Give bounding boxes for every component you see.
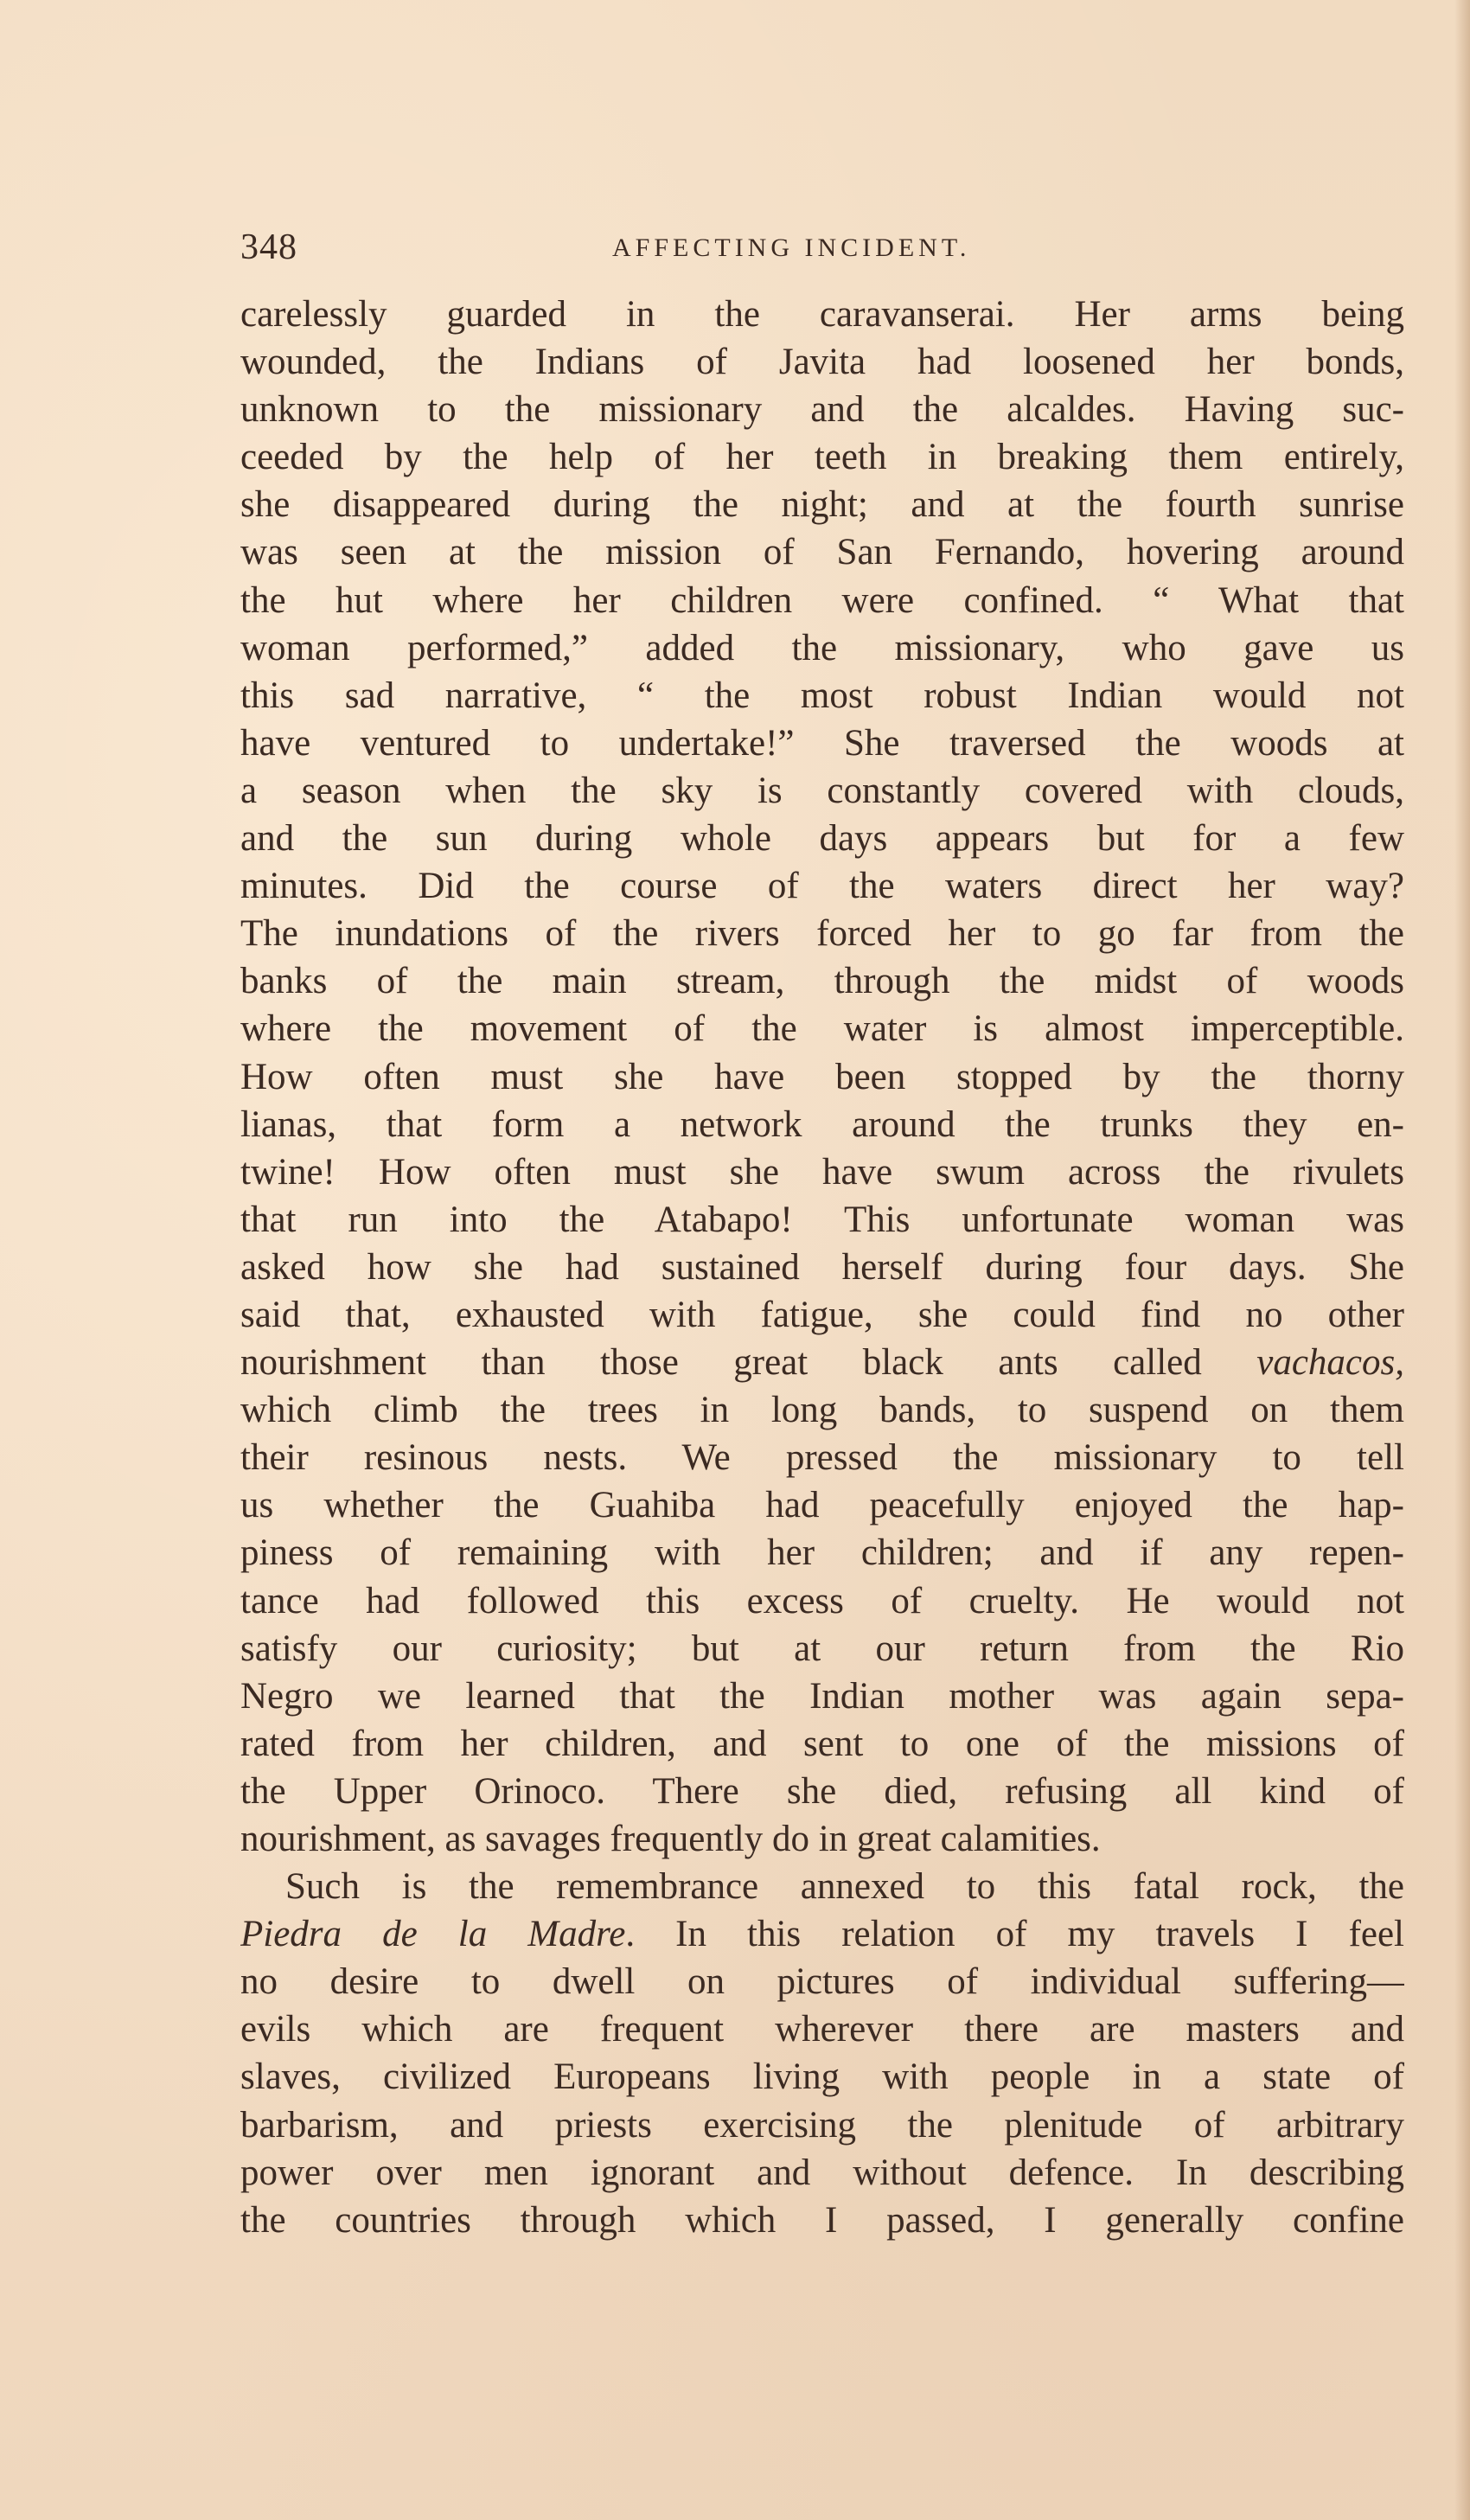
text-line: asked how she had sustained herself during four days. She [240,1246,1404,1288]
text-line: banks of the main stream, through the midst of woods [240,961,1404,1002]
text-line: the countries through which I passed, I generally confine [240,2199,1404,2241]
page-edge-shadow [1454,0,1470,2520]
text-line: power over men ignorant and without defence. In describing [240,2152,1404,2193]
page-number: 348 [240,227,297,267]
paragraph-first-line: Such is the remembrance annexed to this fatal rock, the [285,1866,1404,1908]
text-line: satisfy our curiosity; but at our return from the Rio [240,1628,1404,1669]
text-line: unknown to the missionary and the alcaldes. Having suc- [240,389,1404,431]
text-line: wounded, the Indians of Javita had loosened her bonds, [240,342,1404,383]
book-page [240,227,1404,2244]
text-line: woman performed,” added the missionary, who gave us [240,627,1404,668]
text-line: How often must she have been stopped by the thorny [240,1056,1404,1097]
text-line: their resinous nests. We pressed the missionary to tell [240,1437,1404,1479]
text-line: have ventured to undertake!” She traversed the woods at [240,722,1404,764]
text-line: lianas, that form a network around the trunks they en- [240,1103,1404,1145]
text-line: rated from her children, and sent to one of the missions of [240,1723,1404,1764]
text-line: twine! How often must she have swum across the rivulets [240,1151,1404,1193]
text-line: carelessly guarded in the caravanserai. Her arms being [240,294,1404,335]
text-line-with-italic [240,1910,1404,1958]
text-line: The inundations of the rivers forced her to go far from the [240,913,1404,955]
text-line: minutes. Did the course of the waters direct her way? [240,866,1404,907]
text-line: a season when the sky is constantly covered with clouds, [240,770,1404,811]
text-line: no desire to dwell on pictures of individual suffering— [240,1961,1404,2003]
text-line-with-italic [240,1339,1404,1386]
text-line: was seen at the mission of San Fernando, hovering around [240,532,1404,573]
text-line: the Upper Orinoco. There she died, refusing all kind of [240,1770,1404,1812]
text-line: evils which are frequent wherever there are masters and [240,2009,1404,2050]
text-line: this sad narrative, “ the most robust Indian would not [240,675,1404,716]
text-line: barbarism, and priests exercising the plenitude of arbitrary [240,2104,1404,2146]
text-line: tance had followed this excess of cruelty. He would not [240,1580,1404,1621]
text-line: where the movement of the water is almost imperceptible. [240,1008,1404,1050]
text-line: she disappeared during the night; and at the fourth sunrise [240,484,1404,526]
italic-term: vachacos, [1256,1342,1404,1384]
text-line: and the sun during whole days appears but for a few [240,818,1404,860]
text-segment: nourishment than those great black ants called [240,1342,1257,1384]
text-line: Negro we learned that the Indian mother was again sepa- [240,1675,1404,1717]
text-segment: . In this relation of my travels I feel [625,1914,1404,1955]
text-line: slaves, civilized Europeans living with people in a state of [240,2056,1404,2098]
text-line: ceeded by the help of her teeth in breaking them entirely, [240,437,1404,478]
text-line: us whether the Guahiba had peacefully enjoyed the hap- [240,1485,1404,1526]
text-line: nourishment, as savages frequently do in great calamities. [240,1819,1101,1859]
body-text [240,291,1404,2244]
text-line: piness of remaining with her children; and if any repen- [240,1532,1404,1574]
text-line: said that, exhausted with fatigue, she could find no other [240,1294,1404,1335]
italic-term: Piedra de la Madre [240,1914,626,1955]
text-line: the hut where her children were confined. “ What that [240,579,1404,621]
running-title: AFFECTING INCIDENT. [612,233,971,262]
text-line: which climb the trees in long bands, to suspend on them [240,1390,1404,1431]
running-head [240,227,1404,278]
text-line: that run into the Atabapo! This unfortunate woman was [240,1199,1404,1240]
